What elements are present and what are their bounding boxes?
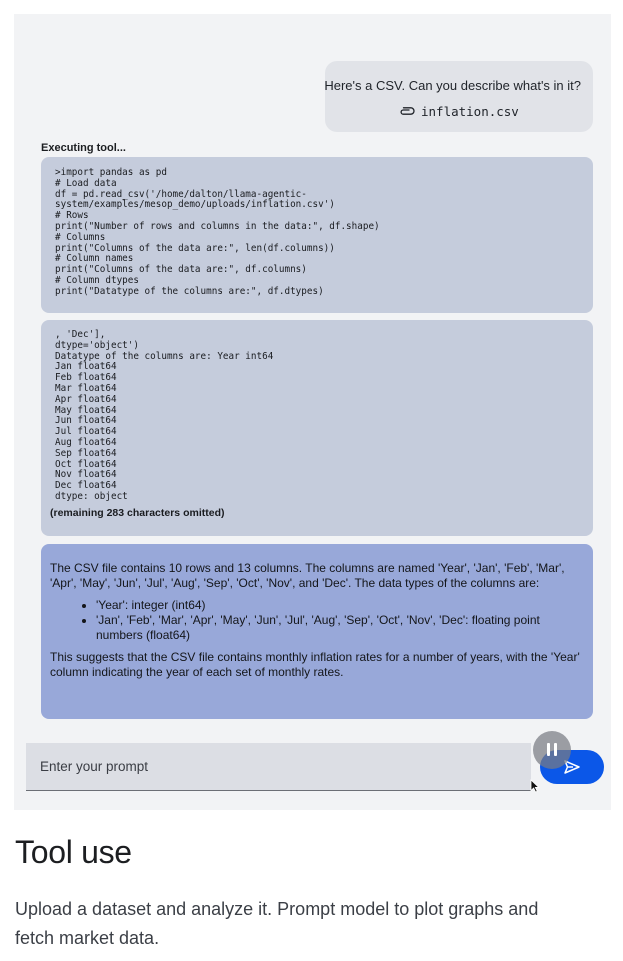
pause-button[interactable]: [533, 731, 571, 769]
answer-bullet-list: [50, 598, 584, 643]
attachment-filename: inflation.csv: [421, 104, 519, 119]
prompt-input[interactable]: [26, 743, 531, 790]
paperclip-icon: [399, 107, 415, 117]
prompt-input-container[interactable]: [26, 743, 531, 791]
mouse-cursor-icon: [530, 779, 540, 798]
user-message-bubble: [325, 61, 593, 132]
tool-output-block: [41, 320, 593, 536]
answer-intro: The CSV file contains 10 rows and 13 columns. The columns are named 'Year', 'Jan', 'Feb', 'Mar', 'Apr', 'May', 'Jun', 'Jul', 'Aug', 'Sep', 'Oct', 'Nov', and 'Dec'. The data types of the columns are:: [50, 561, 565, 590]
assistant-answer-bubble: [41, 544, 593, 719]
attachment-chip[interactable]: [399, 104, 519, 119]
tool-code-block: [41, 157, 593, 313]
tool-code-text: >import pandas as pd # Load data df = pd.read_csv('/home/dalton/llama-agentic- system/examples/mesop_demo/uploads/inflation.csv') # Rows print("Number of rows and columns in the data:", df.shape) # Columns print("Columns of the data are:", len(df.columns)) # Column names print("Columns of the data are:", df.columns) # Column dtypes print("Datatype of the columns are:", df.dtypes): [55, 167, 380, 297]
chat-app: [14, 14, 611, 810]
user-message-text: Here's a CSV. Can you describe what's in it?: [324, 78, 581, 93]
pause-icon: [547, 743, 550, 756]
tool-output-text: , 'Dec'], dtype='object') Datatype of the columns are: Year int64 Jan float64 Feb float64 Mar float64 Apr float64 May float64 Jun float64 Jul float64 Aug float64 Sep float64 Oct float64 Nov float64 Dec float64 dtype: object: [55, 329, 274, 502]
section-title: Tool use: [15, 834, 132, 870]
answer-conclusion: This suggests that the CSV file contains monthly inflation rates for a number of years, with the 'Year' column indicating the year of each set of monthly rates.: [50, 650, 580, 679]
output-truncation-note: (remaining 283 characters omitted): [50, 506, 225, 519]
answer-bullet: • 'Year': integer (int64): [96, 598, 584, 613]
answer-bullet: • 'Jan', 'Feb', 'Mar', 'Apr', 'May', 'Jun', 'Jul', 'Aug', 'Sep', 'Oct', 'Nov', 'Dec': floating point numbers (float64): [96, 613, 584, 643]
section-description: Upload a dataset and analyze it. Prompt model to plot graphs and fetch market data.: [15, 899, 539, 948]
tool-status-label: Executing tool...: [41, 142, 126, 154]
pause-icon: [554, 743, 557, 756]
